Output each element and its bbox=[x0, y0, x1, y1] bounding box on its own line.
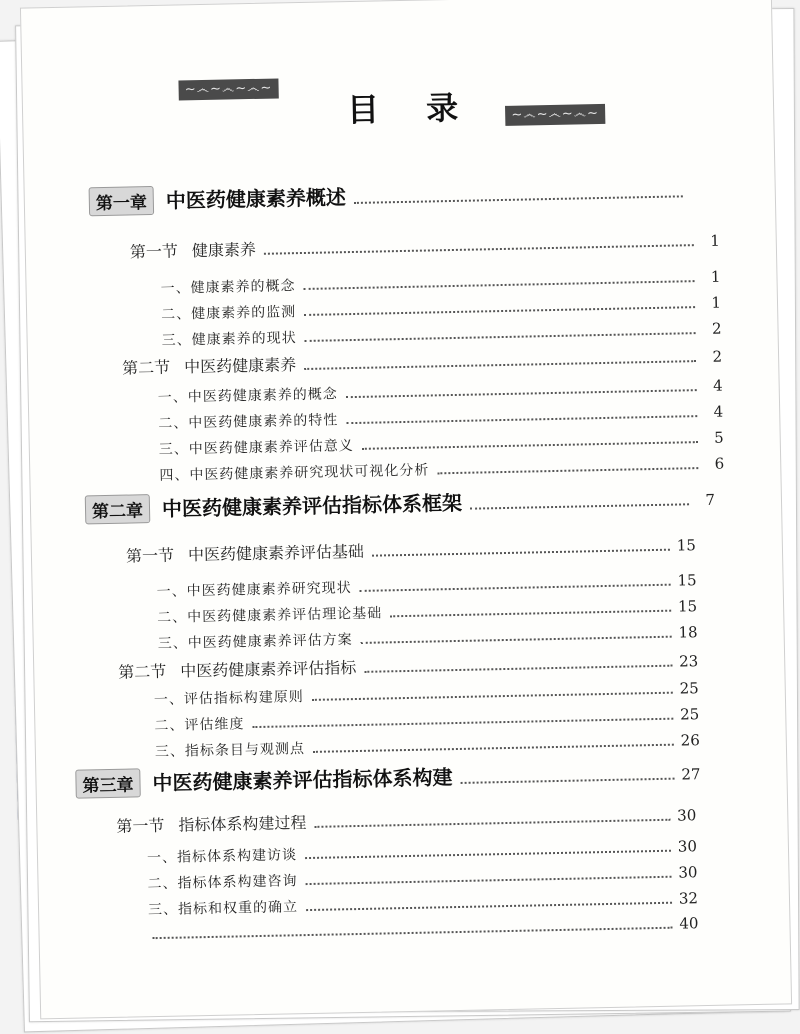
page-number: 4 bbox=[712, 376, 723, 395]
item-title: 三、指标条目与观测点 bbox=[154, 741, 306, 761]
item-title: 三、指标和权重的确立 bbox=[147, 899, 299, 919]
page-number: 18 bbox=[678, 623, 698, 642]
item-title: 一、评估指标构建原则 bbox=[153, 689, 304, 709]
item-title: 二、评估维度 bbox=[154, 716, 245, 735]
section-title: 中医药健康素养 bbox=[184, 355, 297, 377]
dot-leader bbox=[313, 744, 674, 753]
item-title: 二、中医药健康素养的特性 bbox=[158, 412, 339, 432]
page-number: 1 bbox=[710, 231, 720, 250]
dot-leader bbox=[372, 549, 670, 557]
ornament-left-icon: ~෴~෴~෴~ bbox=[178, 78, 278, 100]
page-number: 15 bbox=[677, 571, 697, 590]
page-number: 25 bbox=[679, 705, 700, 724]
section-title: 中医药健康素养评估指标 bbox=[180, 658, 357, 681]
dot-leader bbox=[312, 692, 673, 701]
dot-leader bbox=[362, 441, 698, 450]
page-number: 7 bbox=[705, 490, 716, 509]
ornament-right-icon: ~෴~෴~෴~ bbox=[505, 104, 605, 126]
dot-leader bbox=[364, 665, 672, 673]
item-title: 二、中医药健康素养评估理论基础 bbox=[157, 605, 383, 626]
toc-content bbox=[76, 64, 725, 933]
page-number: 6 bbox=[714, 454, 725, 473]
page-number: 30 bbox=[678, 863, 698, 882]
page-number: 15 bbox=[676, 536, 697, 555]
item-title: 四、中医药健康素养研究现状可视化分析 bbox=[159, 462, 430, 484]
dot-leader bbox=[346, 389, 697, 398]
dot-leader bbox=[461, 778, 675, 784]
dot-leader bbox=[306, 902, 672, 911]
page-number: 4 bbox=[713, 402, 724, 421]
chapter-title: 中医药健康素养评估指标体系构建 bbox=[152, 765, 453, 796]
dot-leader bbox=[437, 467, 698, 474]
dot-leader bbox=[390, 610, 671, 618]
section-number: 第一节 bbox=[129, 241, 179, 262]
page-number: 32 bbox=[678, 889, 699, 908]
section-title: 健康素养 bbox=[191, 239, 257, 261]
dot-leader bbox=[305, 850, 671, 859]
item-title: 一、指标体系构建访谈 bbox=[146, 847, 298, 867]
toc-page bbox=[20, 0, 790, 1017]
chapter-title: 中医药健康素养评估指标体系框架 bbox=[161, 490, 463, 521]
dot-leader bbox=[354, 195, 683, 204]
section-number: 第二节 bbox=[118, 661, 167, 682]
page-number: 5 bbox=[713, 428, 724, 447]
section-number: 第一节 bbox=[116, 815, 165, 836]
chapter-title: 中医药健康素养概述 bbox=[165, 185, 347, 213]
item-title: 二、指标体系构建咨询 bbox=[147, 873, 298, 893]
page-number: 30 bbox=[677, 837, 698, 856]
page-number: 40 bbox=[679, 914, 699, 933]
page-number: 23 bbox=[678, 652, 699, 671]
dot-leader bbox=[361, 636, 672, 644]
page-number: 1 bbox=[711, 293, 722, 312]
item-title: 一、中医药健康素养的概念 bbox=[157, 386, 338, 406]
page-number: 25 bbox=[679, 679, 699, 698]
section-number: 第一节 bbox=[125, 545, 175, 566]
item-title: 三、中医药健康素养评估意义 bbox=[158, 438, 354, 458]
item-title: 三、健康素养的现状 bbox=[161, 330, 297, 349]
page-number: 2 bbox=[712, 347, 723, 366]
chapter-badge: 第三章 bbox=[75, 768, 141, 798]
dot-leader bbox=[470, 503, 689, 509]
section-title: 指标体系构建过程 bbox=[178, 813, 307, 835]
section-title: 中医药健康素养评估基础 bbox=[187, 541, 365, 565]
page-number: 2 bbox=[711, 319, 722, 338]
dot-leader bbox=[306, 876, 672, 885]
item-title: 二、健康素养的监测 bbox=[160, 304, 297, 323]
chapter-badge: 第二章 bbox=[85, 494, 151, 524]
page-title: 目 录 bbox=[346, 88, 477, 130]
section-number: 第二节 bbox=[122, 357, 171, 378]
item-title: 一、健康素养的概念 bbox=[160, 278, 296, 297]
dot-leader bbox=[360, 584, 671, 592]
page-number: 30 bbox=[677, 806, 697, 825]
title-row bbox=[76, 64, 717, 147]
item-title: 三、中医药健康素养评估方案 bbox=[157, 632, 353, 652]
dot-leader bbox=[346, 415, 697, 424]
item-title: 一、中医药健康素养研究现状 bbox=[156, 580, 352, 600]
dot-leader bbox=[314, 819, 670, 828]
page-number: 26 bbox=[680, 731, 700, 750]
page-number: 27 bbox=[681, 765, 701, 784]
chapter-badge: 第一章 bbox=[89, 186, 155, 216]
page-number: 15 bbox=[677, 597, 698, 616]
page-number: 1 bbox=[710, 267, 721, 286]
